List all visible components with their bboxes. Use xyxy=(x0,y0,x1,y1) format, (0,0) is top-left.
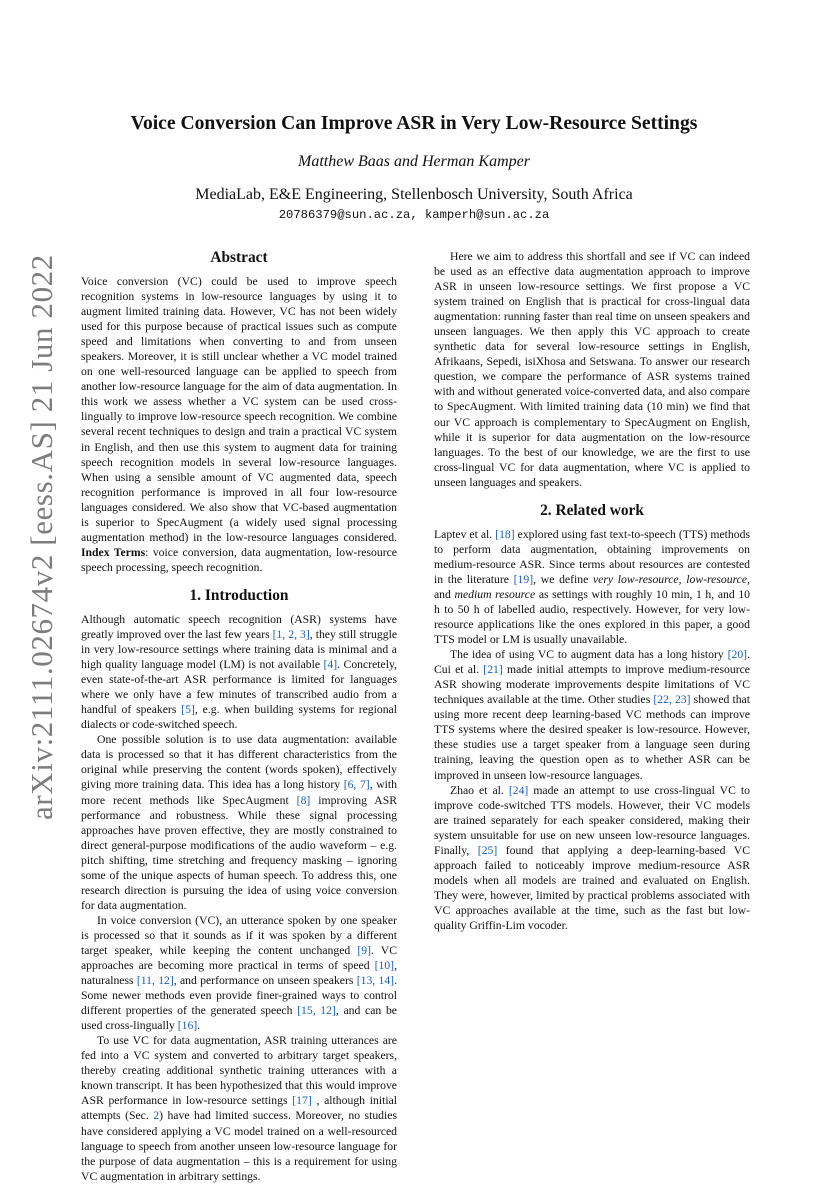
intro-paragraph-4 xyxy=(81,1033,397,1183)
citation-link[interactable]: [4] xyxy=(323,658,338,672)
text-run: One possible solution is to use data augmentation: available data is processed so that it has different characteristics from the original while preserving the content (words spoken), effectively giving more training data. This idea has a long history xyxy=(81,733,397,792)
text-run: explored using fast text-to-speech (TTS) methods to perform data augmentation, obtaining improvements on medium-resource ASR. Since terms about resources are contested in the literature xyxy=(434,527,750,586)
citation-link[interactable]: [18] xyxy=(495,527,515,541)
text-run: , they still struggle in very low-resource settings where training data is minimal and a high quality language model (LM) is not available xyxy=(81,627,398,672)
italic-term: medium resource xyxy=(454,587,536,601)
text-run: , with more recent methods like SpecAugment xyxy=(81,778,397,807)
abstract-heading: Abstract xyxy=(210,249,268,266)
citation-link[interactable]: [21] xyxy=(483,663,503,677)
index-terms: : voice conversion, data augmentation, low-resource speech processing, speech recognition. xyxy=(81,545,397,574)
citation-link[interactable]: [11, 12] xyxy=(136,974,174,988)
text-run: The idea of using VC to augment data has a long history xyxy=(450,648,728,662)
text-run: made an attempt to use cross-lingual VC to improve code-switched TTS models. However, their VC models are trained separately for each speaker considered, making their system unsuitable for use on new unseen low-resource languages. Finally, xyxy=(434,783,750,857)
text-run: Although automatic speech recognition (ASR) systems have greatly improved over the last few years xyxy=(81,612,397,641)
citation-link[interactable]: [22, 23] xyxy=(653,693,691,707)
text-run: In voice conversion (VC), an utterance spoken by one speaker is processed so that it sounds as if it was spoken by a different target speaker, while keeping the content unchanged xyxy=(81,913,397,957)
text-run: , naturalness xyxy=(81,959,397,988)
text-run: Laptev et al. xyxy=(434,527,496,541)
citation-link[interactable]: [25] xyxy=(477,843,498,857)
right-column xyxy=(434,249,750,933)
text-run: , and can be used cross-lingually xyxy=(81,1004,397,1033)
section-link[interactable]: 2 xyxy=(153,1109,160,1123)
citation-link[interactable]: [24] xyxy=(508,783,529,797)
text-run: To use VC for data augmentation, ASR training utterances are fed into a VC system and converted to arbitrary target speakers, thereby creating additional synthetic training utterances with a known transcript. It has been hypothesized that this would improve ASR performance in low-resource settings xyxy=(81,1034,397,1108)
paper-title: Voice Conversion Can Improve ASR in Very Low-Resource Settings xyxy=(130,113,698,134)
citation-link[interactable]: [19] xyxy=(513,572,534,586)
text-run: . Some newer methods even provide finer-grained ways to control different properties of the generated speech xyxy=(81,974,397,1018)
text-run: , and performance on unseen speakers xyxy=(173,974,357,988)
left-column xyxy=(81,248,397,1184)
paper-emails: 20786379@sun.ac.za, kamperh@sun.ac.za xyxy=(278,208,550,222)
text-run: showed that using more recent deep learning-based VC methods can improve TTS systems where the desired speaker is low-resource. However, these studies use a target speaker from a language seen during training, leaving the question open as to whether ASR can be improved in unseen low-resource languages. xyxy=(434,693,750,782)
text-run: Zhao et al. xyxy=(450,783,509,797)
citation-link[interactable]: [13, 14] xyxy=(356,974,395,988)
intro-paragraph-1 xyxy=(81,612,397,732)
intro-paragraph-3 xyxy=(81,913,397,1033)
abstract-text xyxy=(81,274,397,575)
text-run: . Cui et al. xyxy=(434,648,750,677)
arxiv-identifier: arXiv:2111.02674v2 [eess.AS] 21 Jun 2022 xyxy=(24,254,59,820)
italic-term: low-resource xyxy=(686,572,748,586)
citation-link[interactable]: [5] xyxy=(181,703,195,717)
citation-link[interactable]: [17] xyxy=(292,1094,312,1108)
abstract-body: Voice conversion (VC) could be used to improve speech recognition systems in low-resource languages by using it to augment limited training data. However, VC has not been widely used for this purpose because of practical issues such as compute speed and limitations when converting to and from unseen speakers. Moreover, it is still unclear whether a VC model trained on one well-resourced language can be applied to speech from another low-resource language for the aim of data augmentation. In this work we assess whether a VC system can be used cross-lingually to improve low-resource speech recognition. We combine several recent techniques to design and train a practical VC system in English, and then use this system to augment data for training speech recognition models in several low-resource languages. When using a sensible amount of VC augmented data, speech recognition performance is improved in all four low-resource languages considered. We also show that VC-based augmentation is superior to SpecAugment (a widely used signal processing augmentation method) in the low-resource languages considered. xyxy=(81,275,397,544)
index-terms-label: Index Terms xyxy=(81,545,146,559)
intro-paragraph-5: Here we aim to address this shortfall and see if VC can indeed be used as an effective data augmentation approach to improve ASR in unseen low-resource settings. We first propose a VC system trained on English that is practical for cross-lingual data augmentation: running faster than real time on unseen speakers and unseen languages. We then apply this VC approach to create synthetic data for several low-resource settings in English, Afrikaans, Sepedi, isiXhosa and Setswana. To answer our research question, we compare the performance of ASR systems trained with and without generated voice-converted data, and also compare to SpecAugment. With limited training data (10 min) we find that our VC approach is complementary to SpecAugment on English, while it is superior for data augmentation on the low-resource languages. To the best of our knowledge, we are the first to use cross-lingual VC for data augmentation, where VC is applied to unseen languages and speakers. xyxy=(434,250,750,489)
citation-link[interactable]: [6, 7] xyxy=(343,778,370,792)
text-run: improving ASR performance and robustness. While these signal processing approaches have proven effective, they are mostly constrained to direct general-purpose modifications of the audio waveform – e.g. pitch shifting, time stretching and frequency masking – ignoring some of the unique aspects of human speech. To address this, one research direction is pursuing the idea of using voice conversion for data augmentation. xyxy=(81,793,398,912)
citation-link[interactable]: [16] xyxy=(177,1019,198,1033)
related-paragraph-2 xyxy=(434,647,750,782)
text-run: made initial attempts to improve medium-resource ASR showing moderate improvements despite limitations of VC techniques available at the time. Other studies xyxy=(434,663,750,707)
text-run: , although initial attempts (Sec. xyxy=(81,1094,398,1123)
text-run: , xyxy=(678,572,687,586)
text-run: . xyxy=(197,1019,201,1033)
citation-link[interactable]: [1, 2, 3] xyxy=(272,627,310,641)
citation-link[interactable]: [10] xyxy=(374,959,395,973)
text-run: . Concretely, even state-of-the-art ASR performance is limited for languages where we only have a few minutes of transcribed audio from a handful of speakers xyxy=(81,658,397,717)
text-run: , we define xyxy=(533,572,593,586)
text-run: as settings with roughly 10 min, 1 h, and 10 h to 50 h of labelled audio, respectively. However, for very low-resource applications like the ones explored in this paper, a good TTS model or LM is usually unavailable. xyxy=(434,587,751,647)
citation-link[interactable]: [20] xyxy=(727,648,748,662)
section-heading-introduction: 1. Introduction xyxy=(189,586,289,604)
citation-link[interactable]: [8] xyxy=(296,793,311,807)
related-paragraph-3 xyxy=(434,783,750,933)
intro-paragraph-2 xyxy=(81,732,397,913)
section-heading-related-work: 2. Related work xyxy=(540,501,644,519)
text-run: ) have had limited success. Moreover, no studies have considered applying a VC model trained on a well-resourced language to speech from another unseen low-resource language for the purpose of data augmentation – this is a requirement for using VC augmentation in arbitrary settings. xyxy=(81,1109,397,1183)
text-run: found that applying a deep-learning-based VC approach failed to noticeably improve medium-resource ASR models when all models are trained and evaluated on English. They were, however, limited by practical problems associated with VC approaches available at the time, such as the fast but low-quality Griffin-Lim vocoder. xyxy=(434,843,751,932)
text-run: , and xyxy=(434,572,750,601)
text-run: , e.g. when building systems for regional dialects or code-switched speech. xyxy=(81,703,397,732)
italic-term: very low-resource xyxy=(593,572,679,586)
citation-link[interactable]: [9] xyxy=(357,943,371,957)
related-paragraph-1 xyxy=(434,527,750,647)
paper-authors: Matthew Baas and Herman Kamper xyxy=(298,153,530,170)
text-run: . VC approaches are becoming more practical in terms of speed xyxy=(81,943,397,973)
citation-link[interactable]: [15, 12] xyxy=(297,1004,336,1018)
paper-affiliation: MediaLab, E&E Engineering, Stellenbosch University, South Africa xyxy=(195,186,633,203)
